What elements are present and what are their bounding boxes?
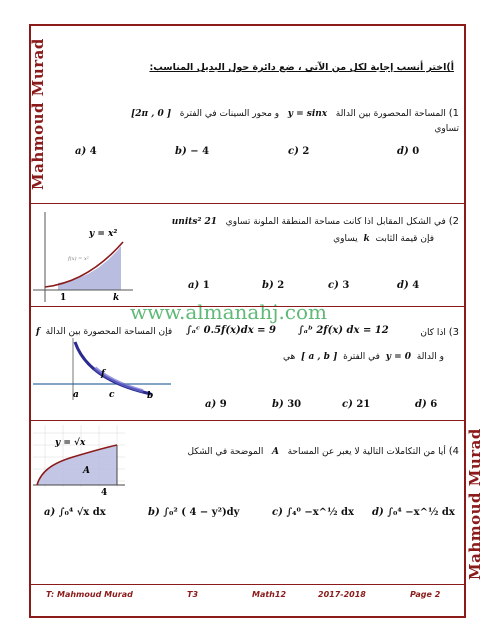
footer-year: 2017-2018: [318, 590, 366, 599]
q3-integral-2-text: ∫ₐᵇ 2f(x) dx = 12: [298, 325, 389, 336]
q4-region: A: [272, 447, 279, 457]
q4-text-a: أيا من التكاملات التالية لا يعبر عن المساحة: [287, 447, 446, 457]
q4-choice-c-value: ∫₄⁰ −x^½ dx: [286, 507, 354, 518]
q1-text-b: و محور السينات في الفترة: [179, 109, 280, 119]
question-4: [187, 446, 459, 457]
q3-number: 3): [448, 327, 459, 338]
q1-text-a: المساحة المحصورة بين الدالة: [335, 109, 446, 119]
divider-footer: [31, 584, 464, 585]
q4-region-label: A: [83, 466, 90, 476]
q4-number: 4): [448, 446, 459, 457]
q4-graph-label: y = √x: [55, 438, 86, 448]
author-name-left: [29, 38, 47, 190]
q4-choice-c-label: c): [272, 507, 283, 518]
q4-graph: [33, 425, 128, 497]
q3-choice-d[interactable]: [415, 399, 437, 410]
q1-choice-c-label: c): [288, 146, 299, 157]
watermark: www.almanahj.com: [130, 300, 328, 324]
q3-line-2: [283, 352, 444, 362]
q4-choice-a-label: a): [44, 507, 56, 518]
q2-number: 2): [448, 216, 459, 227]
q3-text-d: في الفترة: [343, 352, 380, 362]
section-instruction: [149, 62, 454, 73]
q2-graph: [33, 212, 135, 304]
q4-tick-4: 4: [101, 488, 108, 497]
q3-label-b: b: [147, 391, 154, 401]
q2-choice-c-value: 3: [342, 280, 350, 291]
q4-choice-a-value: ∫₀⁴ √x dx: [58, 507, 106, 518]
q3-choice-b[interactable]: [272, 399, 301, 410]
q2-graph-label: y = x²: [89, 229, 118, 239]
footer-page: Page 2: [410, 590, 441, 599]
q3-choice-c-value: 21: [356, 399, 371, 410]
q3-line-1: [420, 327, 459, 338]
q1-number: 1): [448, 108, 459, 119]
q2-shade-text: f(x) = x²: [68, 256, 89, 262]
q1-choice-a-label: a): [75, 146, 87, 157]
q4-choice-a[interactable]: [44, 507, 106, 518]
author-name-right: [466, 428, 484, 580]
author-name-left-text: Mahmoud Murad: [29, 38, 47, 190]
q2-text-a: في الشكل المقابل اذا كانت مساحة المنطقة الملونة تساوي: [225, 217, 446, 227]
q3-integral-1: [186, 325, 276, 336]
q3-text-a: اذا كان: [420, 328, 446, 338]
q3-text-b-wrap: [36, 327, 172, 337]
q4-choice-b-value: ∫₀² ( 4 − y²)dy: [163, 507, 240, 518]
q2-tick-k: k: [113, 293, 120, 303]
footer-teacher: T: Mahmoud Murad: [46, 590, 133, 599]
q4-text-b: الموضحة في الشكل: [187, 447, 264, 457]
q3-choice-c[interactable]: [342, 399, 370, 410]
q4-choice-b[interactable]: [148, 507, 240, 518]
q3-graph: [33, 338, 173, 408]
q2-text-c: يساوي: [333, 234, 358, 244]
author-name-right-text: Mahmoud Murad: [466, 428, 484, 580]
q3-interval: [ a , b ]: [301, 352, 338, 362]
question-2: [172, 216, 459, 227]
q2-choice-d-value: 4: [412, 280, 420, 291]
q2-choice-d[interactable]: [397, 280, 419, 291]
q1-choice-b[interactable]: [175, 146, 209, 157]
q3-text-c: و الدالة: [416, 352, 444, 362]
q2-choice-d-label: d): [397, 280, 409, 291]
q1-text-c: تساوي: [434, 124, 459, 134]
q2-choice-b[interactable]: [262, 280, 284, 291]
q3-curve: [75, 342, 151, 394]
q2-area: 21 units²: [171, 217, 218, 227]
q3-integral-2: [298, 325, 389, 336]
q4-choice-b-label: b): [148, 507, 160, 518]
q2-choice-a[interactable]: [188, 280, 210, 291]
divider-3: [31, 420, 464, 421]
q3-choice-a[interactable]: [205, 399, 227, 410]
q1-function: y = sinx: [287, 109, 328, 119]
q2-choice-a-label: a): [188, 280, 200, 291]
divider-2: [31, 306, 464, 307]
q1-choice-c-value: 2: [302, 146, 310, 157]
q2-choice-a-value: 1: [202, 280, 210, 291]
q2-tick-1: 1: [60, 293, 67, 303]
q3-label-c: c: [109, 390, 115, 400]
q4-choice-d-label: d): [372, 507, 384, 518]
divider-1: [31, 203, 464, 204]
q4-shaded-region: [37, 445, 117, 485]
q1-choice-a[interactable]: [75, 146, 97, 157]
q2-choice-b-value: 2: [277, 280, 285, 291]
q4-choice-c[interactable]: [272, 507, 354, 518]
q1-choice-b-value: − 4: [190, 146, 210, 157]
q2-shaded-region: [58, 246, 121, 290]
q3-choice-b-label: b): [272, 399, 284, 410]
q3-choice-a-label: a): [205, 399, 217, 410]
q3-y0: y = 0: [385, 352, 412, 362]
q1-choice-b-label: b): [175, 146, 187, 157]
q4-choice-d-value: ∫₀⁴ −x^½ dx: [387, 507, 455, 518]
q3-choice-b-value: 30: [287, 399, 302, 410]
footer-course: Math12: [252, 590, 287, 599]
q3-choice-c-label: c): [342, 399, 353, 410]
q2-choice-b-label: b): [262, 280, 274, 291]
instruction-text: أ)اختر أنسب إجابة لكل من الآتي ، ضع دائرة حول البديل المناسب:: [149, 62, 454, 73]
q3-text-e: هي: [283, 352, 296, 362]
q1-interval: [ 0 , 2π]: [131, 109, 172, 119]
q3-func: f: [36, 327, 40, 337]
q4-choice-d[interactable]: [372, 507, 455, 518]
q3-label-a: a: [73, 390, 79, 400]
q3-label-f: f: [101, 369, 105, 379]
q2-choice-c-label: c): [328, 280, 339, 291]
q1-choice-d-value: 0: [412, 146, 420, 157]
q1-choice-a-value: 4: [89, 146, 97, 157]
q2-text-b: فإن قيمة الثابت: [375, 234, 434, 244]
q3-choice-d-value: 6: [430, 399, 438, 410]
q2-line-2: [333, 234, 434, 244]
q3-choice-a-value: 9: [219, 399, 227, 410]
question-1: [131, 108, 459, 119]
q2-choice-c[interactable]: [328, 280, 349, 291]
q1-choice-c[interactable]: [288, 146, 309, 157]
q1-choice-d[interactable]: [397, 146, 419, 157]
footer-term: T3: [187, 590, 199, 599]
q1-choice-d-label: d): [397, 146, 409, 157]
q2-const: k: [363, 234, 370, 244]
q3-integral-1-text: ∫ₐᶜ 0.5f(x)dx = 9: [186, 325, 277, 336]
q3-choice-d-label: d): [415, 399, 427, 410]
q3-text-b: فإن المساحة المحصورة بين الدالة: [45, 327, 173, 337]
